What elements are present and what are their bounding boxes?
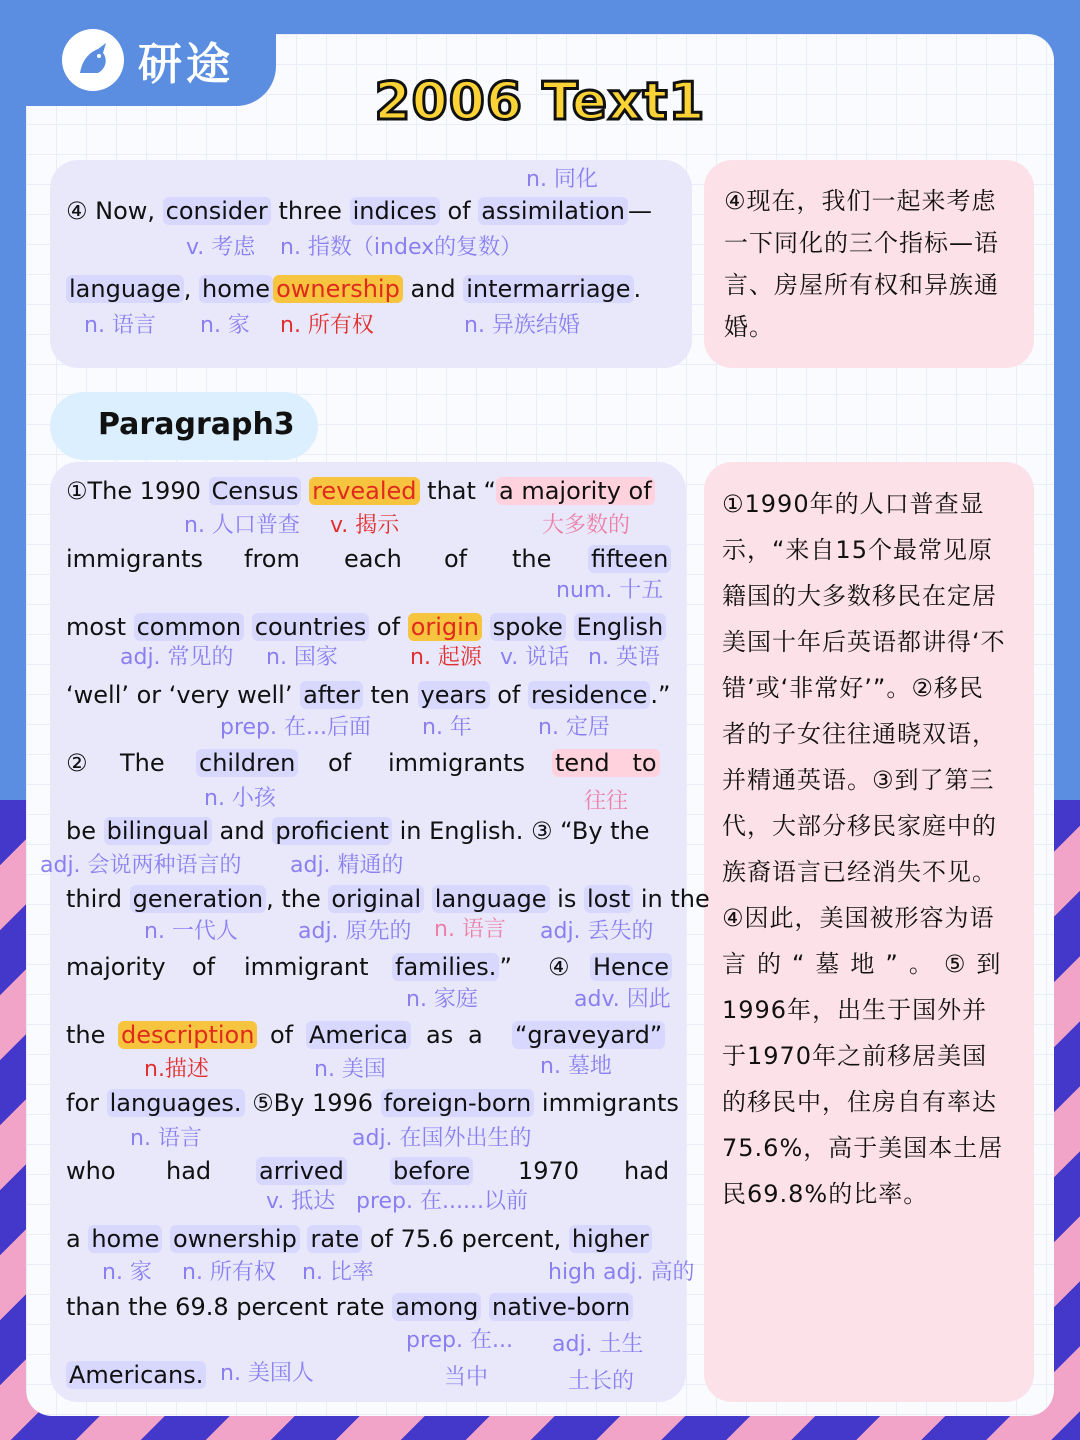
word-foreign-born: foreign-born <box>381 1089 535 1117</box>
phrase-tend-to <box>552 748 660 778</box>
text <box>244 613 252 641</box>
gloss: n. 国家 <box>266 645 338 670</box>
gloss: 当中 <box>444 1365 489 1390</box>
p3-cn-line: 民69.8%的比率。 <box>722 1180 929 1208</box>
word-graveyard <box>512 1020 665 1050</box>
gloss: prep. 在......以前 <box>356 1189 528 1214</box>
p3-line-1 <box>66 476 655 506</box>
text: families. <box>392 953 499 981</box>
text: , <box>183 275 200 303</box>
text: had <box>166 1157 212 1185</box>
text: description <box>118 1021 257 1049</box>
gloss: n. 定居 <box>538 715 610 740</box>
word-original: original <box>328 885 424 913</box>
text: in English. ③ “By the <box>391 817 650 845</box>
p3-cn-line: 并精通英语。③到了第三 <box>722 766 995 794</box>
text: immigrants <box>66 545 204 573</box>
word-bilingual: bilingual <box>104 817 212 845</box>
phrase-majority: a majority of <box>496 477 655 505</box>
p3-cn-line: 代，大部分移民家庭中的 <box>722 812 997 840</box>
p3-line-2 <box>66 544 203 574</box>
p3-cn-line: 者的子女往往通晓双语， <box>722 720 997 748</box>
p3-cn-line: 族裔语言已经消失不见。 <box>722 858 997 886</box>
gloss: v. 抵达 <box>266 1189 336 1214</box>
text <box>162 1225 170 1253</box>
text: of <box>439 197 479 225</box>
text: be <box>66 817 104 845</box>
text: ‘well’ or ‘very well’ <box>66 681 301 709</box>
text: of <box>369 613 408 641</box>
gloss: n. 美国 <box>314 1057 386 1082</box>
gloss: n. 同化 <box>526 167 598 192</box>
gloss: n. 年 <box>422 715 472 740</box>
word-language: language <box>432 885 550 913</box>
word-spoke: spoke <box>490 613 566 641</box>
text: of <box>444 545 468 573</box>
text: Hence <box>590 953 672 981</box>
s4-cn-line: 言、房屋所有权和异族通 <box>724 271 999 299</box>
page-title: 2006 Text1 <box>374 72 706 132</box>
gloss: n. 美国人 <box>220 1361 314 1386</box>
text: of <box>192 953 216 981</box>
p3-line-13 <box>66 1292 633 1322</box>
text: the <box>512 545 552 573</box>
text: of <box>489 681 528 709</box>
gloss: v. 揭示 <box>330 513 400 538</box>
text: Americans. <box>66 1361 206 1389</box>
text: a <box>66 1225 89 1253</box>
text: is <box>549 885 584 913</box>
text: of 75.6 percent, <box>362 1225 569 1253</box>
word-revealed: revealed <box>309 477 419 505</box>
text: most <box>66 613 134 641</box>
text <box>482 613 490 641</box>
p3-cn-line: 美国十年后英语都讲得‘不 <box>722 628 1006 656</box>
p3-line-6 <box>66 816 650 846</box>
gloss: 大多数的 <box>542 513 631 538</box>
gloss: adj. 会说两种语言的 <box>40 853 242 878</box>
s4-cn-line: 一下同化的三个指标—语 <box>724 229 999 257</box>
gloss: v. 说话 <box>500 645 570 670</box>
p3-line-12 <box>66 1224 652 1254</box>
gloss: high adj. 高的 <box>548 1260 695 1285</box>
text: the <box>66 1021 106 1049</box>
text: from <box>244 545 300 573</box>
gloss: n.描述 <box>144 1057 209 1082</box>
word-america <box>306 1020 411 1050</box>
text: immigrants <box>534 1089 679 1117</box>
gloss: num. 十五 <box>556 578 664 603</box>
text: who <box>66 1157 116 1185</box>
gloss: adj. 常见的 <box>120 645 234 670</box>
word-rate: rate <box>307 1225 362 1253</box>
word-native-born: native-born <box>489 1293 633 1321</box>
text: . <box>633 275 642 303</box>
text: .” <box>650 681 671 709</box>
gloss: n. 英语 <box>588 645 660 670</box>
word-children <box>196 748 298 778</box>
text: children <box>196 749 298 777</box>
word-higher: higher <box>569 1225 652 1253</box>
text <box>301 477 309 505</box>
text: ④ Now, <box>66 197 163 225</box>
word-languages: languages. <box>107 1089 245 1117</box>
p3-cn-line: ①1990年的人口普查显 <box>722 490 985 518</box>
p3-cn-line: 75.6%，高于美国本土居 <box>722 1134 1004 1162</box>
word-home: home <box>199 275 273 303</box>
text: ④ <box>548 953 570 981</box>
word-residence: residence <box>528 681 650 709</box>
p3-cn-line: 于1970年之前移居美国 <box>722 1042 988 1070</box>
text: a <box>468 1021 483 1049</box>
word-intermarriage: intermarriage <box>463 275 633 303</box>
word-proficient: proficient <box>272 817 392 845</box>
gloss: n. 家 <box>102 1260 152 1285</box>
word-among: among <box>392 1293 481 1321</box>
text: majority <box>66 953 166 981</box>
s4-line-2 <box>66 274 641 304</box>
p3-line-7 <box>66 884 710 914</box>
gloss: n. 语言 <box>84 313 156 338</box>
gloss: n. 家庭 <box>406 987 478 1012</box>
word-census: Census <box>209 477 302 505</box>
text: America <box>306 1021 411 1049</box>
gloss: adv. 因此 <box>574 987 671 1012</box>
text: ten <box>362 681 418 709</box>
word-families <box>392 952 512 982</box>
gloss: n. 人口普查 <box>184 513 300 538</box>
gloss: 土长的 <box>568 1369 635 1394</box>
s4-cn-line: 婚。 <box>724 313 774 341</box>
word-ownership: ownership <box>170 1225 300 1253</box>
gloss: n. 家 <box>200 313 250 338</box>
word-language: language <box>66 275 184 303</box>
gloss: prep. 在...后面 <box>220 715 371 740</box>
gloss: prep. 在... <box>406 1328 513 1353</box>
text: arrived <box>256 1157 347 1185</box>
text: than the 69.8 percent rate <box>66 1293 393 1321</box>
word-assimilation: assimilation <box>478 197 628 225</box>
gloss: n. 起源 <box>410 645 482 670</box>
text <box>424 885 432 913</box>
word-fifteen <box>588 544 671 574</box>
gloss: n. 所有权 <box>280 313 374 338</box>
text: “graveyard” <box>512 1021 665 1049</box>
text: ⑤By 1996 <box>244 1089 381 1117</box>
text: and <box>402 275 464 303</box>
text: ” <box>499 953 512 981</box>
word-ownership: ownership <box>273 275 403 303</box>
gloss: n. 一代人 <box>144 919 238 944</box>
text: — <box>627 197 652 225</box>
text: that “ <box>419 477 496 505</box>
text: and <box>211 817 273 845</box>
p3-cn-line: ④因此，美国被形容为语 <box>722 904 995 932</box>
word-english: English <box>574 613 667 641</box>
gloss: n. 指数（index的复数） <box>280 235 523 260</box>
gloss: n. 小孩 <box>204 786 276 811</box>
gloss: n. 比率 <box>302 1260 374 1285</box>
text: ② <box>66 749 88 777</box>
word-before <box>390 1156 473 1186</box>
word-arrived <box>256 1156 347 1186</box>
word-years: years <box>418 681 490 709</box>
p3-cn-line: 示，“来自15个最常见原 <box>722 536 993 564</box>
paragraph-title: Paragraph3 <box>98 407 295 442</box>
gloss: n. 墓地 <box>540 1054 612 1079</box>
text: before <box>390 1157 473 1185</box>
text: for <box>66 1089 107 1117</box>
text <box>566 613 574 641</box>
text: , the <box>266 885 329 913</box>
p3-cn-line: 的移民中，住房自有率达 <box>722 1088 997 1116</box>
s4-line-1 <box>66 196 652 226</box>
text: had <box>624 1157 670 1185</box>
word-description <box>118 1020 257 1050</box>
gloss: n. 异族结婚 <box>464 313 580 338</box>
text <box>481 1293 489 1321</box>
p3-line-3 <box>66 612 666 642</box>
word-americans <box>66 1360 206 1390</box>
text: each <box>344 545 402 573</box>
text: three <box>270 197 350 225</box>
gloss: adj. 在国外出生的 <box>352 1126 532 1151</box>
word-origin: origin <box>408 613 482 641</box>
text: third <box>66 885 130 913</box>
gloss: n. 语言 <box>434 917 506 942</box>
word-common: common <box>134 613 245 641</box>
word-hence <box>590 952 672 982</box>
word-after: after <box>300 681 363 709</box>
text: of <box>328 749 352 777</box>
gloss: adj. 精通的 <box>290 853 404 878</box>
text: 1970 <box>518 1157 580 1185</box>
word-countries: countries <box>252 613 370 641</box>
text: immigrants <box>388 749 526 777</box>
gloss: adj. 土生 <box>552 1332 644 1357</box>
p3-cn-line: 错’或‘非常好’”。②移民 <box>722 674 984 702</box>
logo-text: 研途 <box>138 39 234 90</box>
gloss: n. 所有权 <box>182 1260 276 1285</box>
text: tend to <box>552 749 660 777</box>
text: as <box>426 1021 454 1049</box>
text: immigrant <box>244 953 369 981</box>
p3-cn-line: 籍国的大多数移民在定居 <box>722 582 997 610</box>
s4-cn-line: ④现在，我们一起来考虑 <box>724 187 997 215</box>
word-generation: generation <box>130 885 267 913</box>
p3-cn-line: 言的“墓地”。⑤到 <box>722 950 1012 978</box>
p3-line-10 <box>66 1088 679 1118</box>
gloss: n. 语言 <box>130 1126 202 1151</box>
word-lost: lost <box>584 885 633 913</box>
gloss: adj. 丢失的 <box>540 919 654 944</box>
p3-line-4 <box>66 680 670 710</box>
p3-cn-line: 1996年，出生于国外并 <box>722 996 988 1024</box>
text: fifteen <box>588 545 671 573</box>
text: of <box>270 1021 294 1049</box>
text: ①The 1990 <box>66 477 209 505</box>
gloss: adj. 原先的 <box>298 919 412 944</box>
word-indices: indices <box>350 197 440 225</box>
word-home: home <box>88 1225 162 1253</box>
text: The <box>120 749 165 777</box>
gloss: v. 考虑 <box>186 235 256 260</box>
text: in the <box>633 885 710 913</box>
gloss: 往往 <box>584 789 629 814</box>
word-consider: consider <box>163 197 271 225</box>
